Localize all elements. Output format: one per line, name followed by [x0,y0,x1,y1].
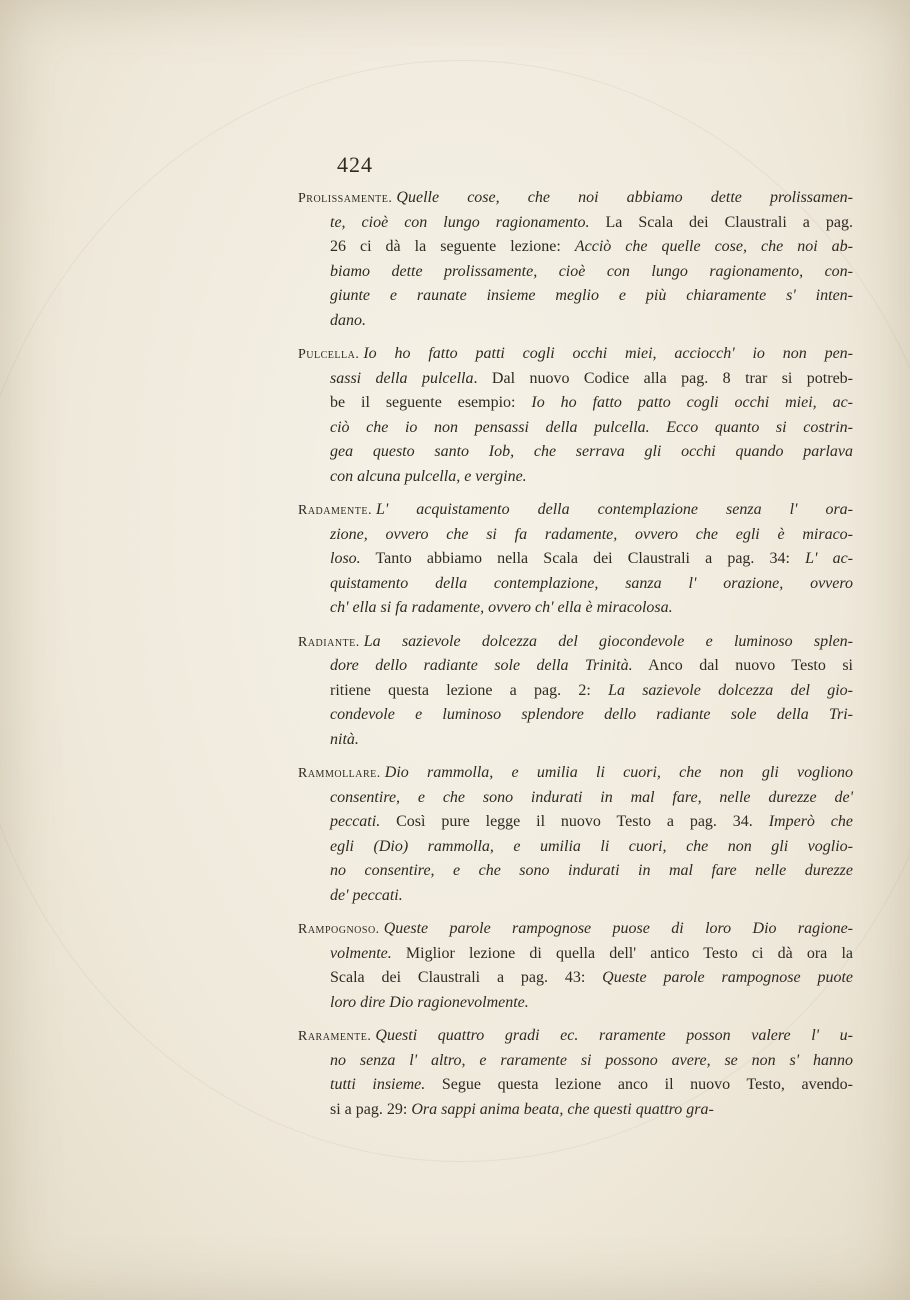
glossary-entry [298,342,853,489]
entry-headword: Rampognoso. [298,922,380,937]
glossary-entry [298,186,853,333]
text-line [298,284,853,309]
commentary-text: ritiene questa lezione a pag. 2: [330,681,609,699]
quoted-text: consentire, e che sono indurati in mal fare, nelle durezze de' [330,788,853,806]
text-line [298,1073,853,1098]
text-line [298,572,853,597]
quoted-text: con alcuna pulcella, e vergine. [330,467,527,485]
quoted-text: La sazievole dolcezza del gio- [608,681,854,699]
quoted-text: Io ho fatto patto cogli occhi miei, ac- [531,394,854,411]
commentary-text: si a pag. 29: [330,1100,412,1118]
quoted-text: sassi della pulcella [330,369,474,387]
glossary-entry [298,630,853,753]
quoted-text: quistamento della contemplazione, sanza l' orazione, ovvero [330,574,853,592]
entry-headword: Radiante. [298,634,360,650]
text-line [298,761,853,786]
page-number: 424 [337,152,373,177]
text-line [298,966,853,991]
quoted-text: loso. [330,550,361,567]
text-line [298,703,853,728]
entry-headword: Prolissamente. [298,191,393,206]
glossary-entry [298,917,853,1015]
quoted-text: La sazievole dolcezza del giocondevole e luminoso splen- [363,632,853,650]
quoted-text: zione, ovvero che si fa radamente, ovvero che egli è miraco- [330,525,853,543]
commentary-text: Miglior lezione di quella dell' antico Testo ci dà ora la [391,944,853,962]
quoted-text: biamo dette prolissamente, cioè con lungo ragionamento, con- [330,262,853,280]
text-line [298,416,853,441]
quoted-text: Ora sappi anima beata, che questi quattro gra- [411,1100,714,1118]
text-line [298,465,853,490]
text-line [298,596,853,621]
quoted-text: condevole e luminoso splendore dello radiante sole della Tri- [330,706,853,723]
quoted-text: loro dire Dio ragionevolmente. [330,993,529,1011]
quoted-text: de' peccati. [330,886,403,904]
text-line [298,786,853,811]
quoted-text: Queste parole rampognose puose di loro Dio ragione- [383,920,853,937]
text-line [298,654,853,679]
quoted-text: gea questo santo Iob, che serrava gli occhi quando parlava [330,443,853,460]
commentary-text: be il seguente esempio: [330,394,532,411]
commentary-text: 26 ci dà la seguente lezione: [330,238,575,255]
text-line [298,884,853,909]
text-line [298,211,853,236]
text-line [298,309,853,334]
text-line [298,342,853,367]
commentary-text: Scala dei Claustrali a pag. 43: [330,969,603,986]
text-line [298,1024,853,1049]
text-line [298,547,853,572]
quoted-text: L' acquistamento della contemplazione senza l' ora- [375,501,853,518]
quoted-text: no senza l' altro, e raramente si possono avere, se non s' hanno [330,1051,853,1069]
quoted-text: tutti insieme. [330,1076,426,1093]
glossary-text [298,186,853,1131]
quoted-text: Dio rammolla, e umilia li cuori, che non gli vogliono [384,764,853,781]
text-line [298,630,853,655]
text-line [298,1049,853,1074]
text-line [298,391,853,416]
text-line [298,859,853,884]
entry-headword: Rammollare. [298,766,381,781]
quoted-text: egli (Dio) rammolla, e umilia li cuori, che non gli voglio- [330,837,853,855]
quoted-text: ciò che io non pensassi della pulcella. Ecco quanto si costrin- [330,418,853,436]
quoted-text: Queste parole rampognose puote [602,969,853,986]
glossary-entry [298,498,853,621]
text-line [298,440,853,465]
text-line [298,835,853,860]
glossary-entry [298,1024,853,1122]
quoted-text: no consentire, e che sono indurati in mal fare nelle durezze [330,862,853,879]
text-line [298,991,853,1016]
text-line [298,260,853,285]
commentary-text: La Scala dei Claustrali a pag. [589,213,853,231]
quoted-text: volmente. [330,944,392,962]
entry-headword: Radamente. [298,503,372,518]
commentary-text: Segue questa lezione anco il nuovo Testo, avendo- [425,1076,854,1093]
commentary-text: Anco dal nuovo Testo si [632,657,853,674]
quoted-text: Quelle cose, che noi abbiamo dette prolissamen- [396,189,853,206]
text-line [298,942,853,967]
text-line [298,917,853,942]
commentary-text: Tanto abbiamo nella Scala dei Claustrali a pag. 34: [360,550,806,567]
entry-headword: Raramente. [298,1029,372,1044]
quoted-text: dore dello radiante sole della Trinità. [330,657,633,674]
commentary-text: . Dal nuovo Codice alla pag. 8 trar si potreb- [473,369,853,387]
quoted-text: Imperò che [768,813,854,830]
commentary-text: Così pure legge il nuovo Testo a pag. 34. [380,813,769,830]
text-line [298,498,853,523]
quoted-text: te, cioè con lungo ragionamento. [330,213,590,231]
quoted-text: peccati. [330,813,381,830]
quoted-text: giunte e raunate insieme meglio e più chiaramente s' inten- [330,287,853,304]
text-line [298,367,853,392]
text-line [298,523,853,548]
quoted-text: ch' ella si fa radamente, ovvero ch' ella è miracolosa. [330,599,673,616]
glossary-entry [298,761,853,908]
text-line [298,679,853,704]
quoted-text: L' ac- [805,550,854,567]
quoted-text: dano. [330,311,366,329]
quoted-text: Acciò che quelle cose, che noi ab- [574,238,854,255]
text-line [298,186,853,211]
entry-headword: Pulcella. [298,347,360,362]
quoted-text: Io ho fatto patti cogli occhi miei, acciocch' io non pen- [363,345,853,362]
text-line [298,728,853,753]
text-line [298,235,853,260]
text-line [298,1098,853,1123]
quoted-text: Questi quattro gradi ec. raramente posson valere l' u- [375,1027,853,1044]
text-line [298,810,853,835]
quoted-text: nità. [330,730,359,748]
